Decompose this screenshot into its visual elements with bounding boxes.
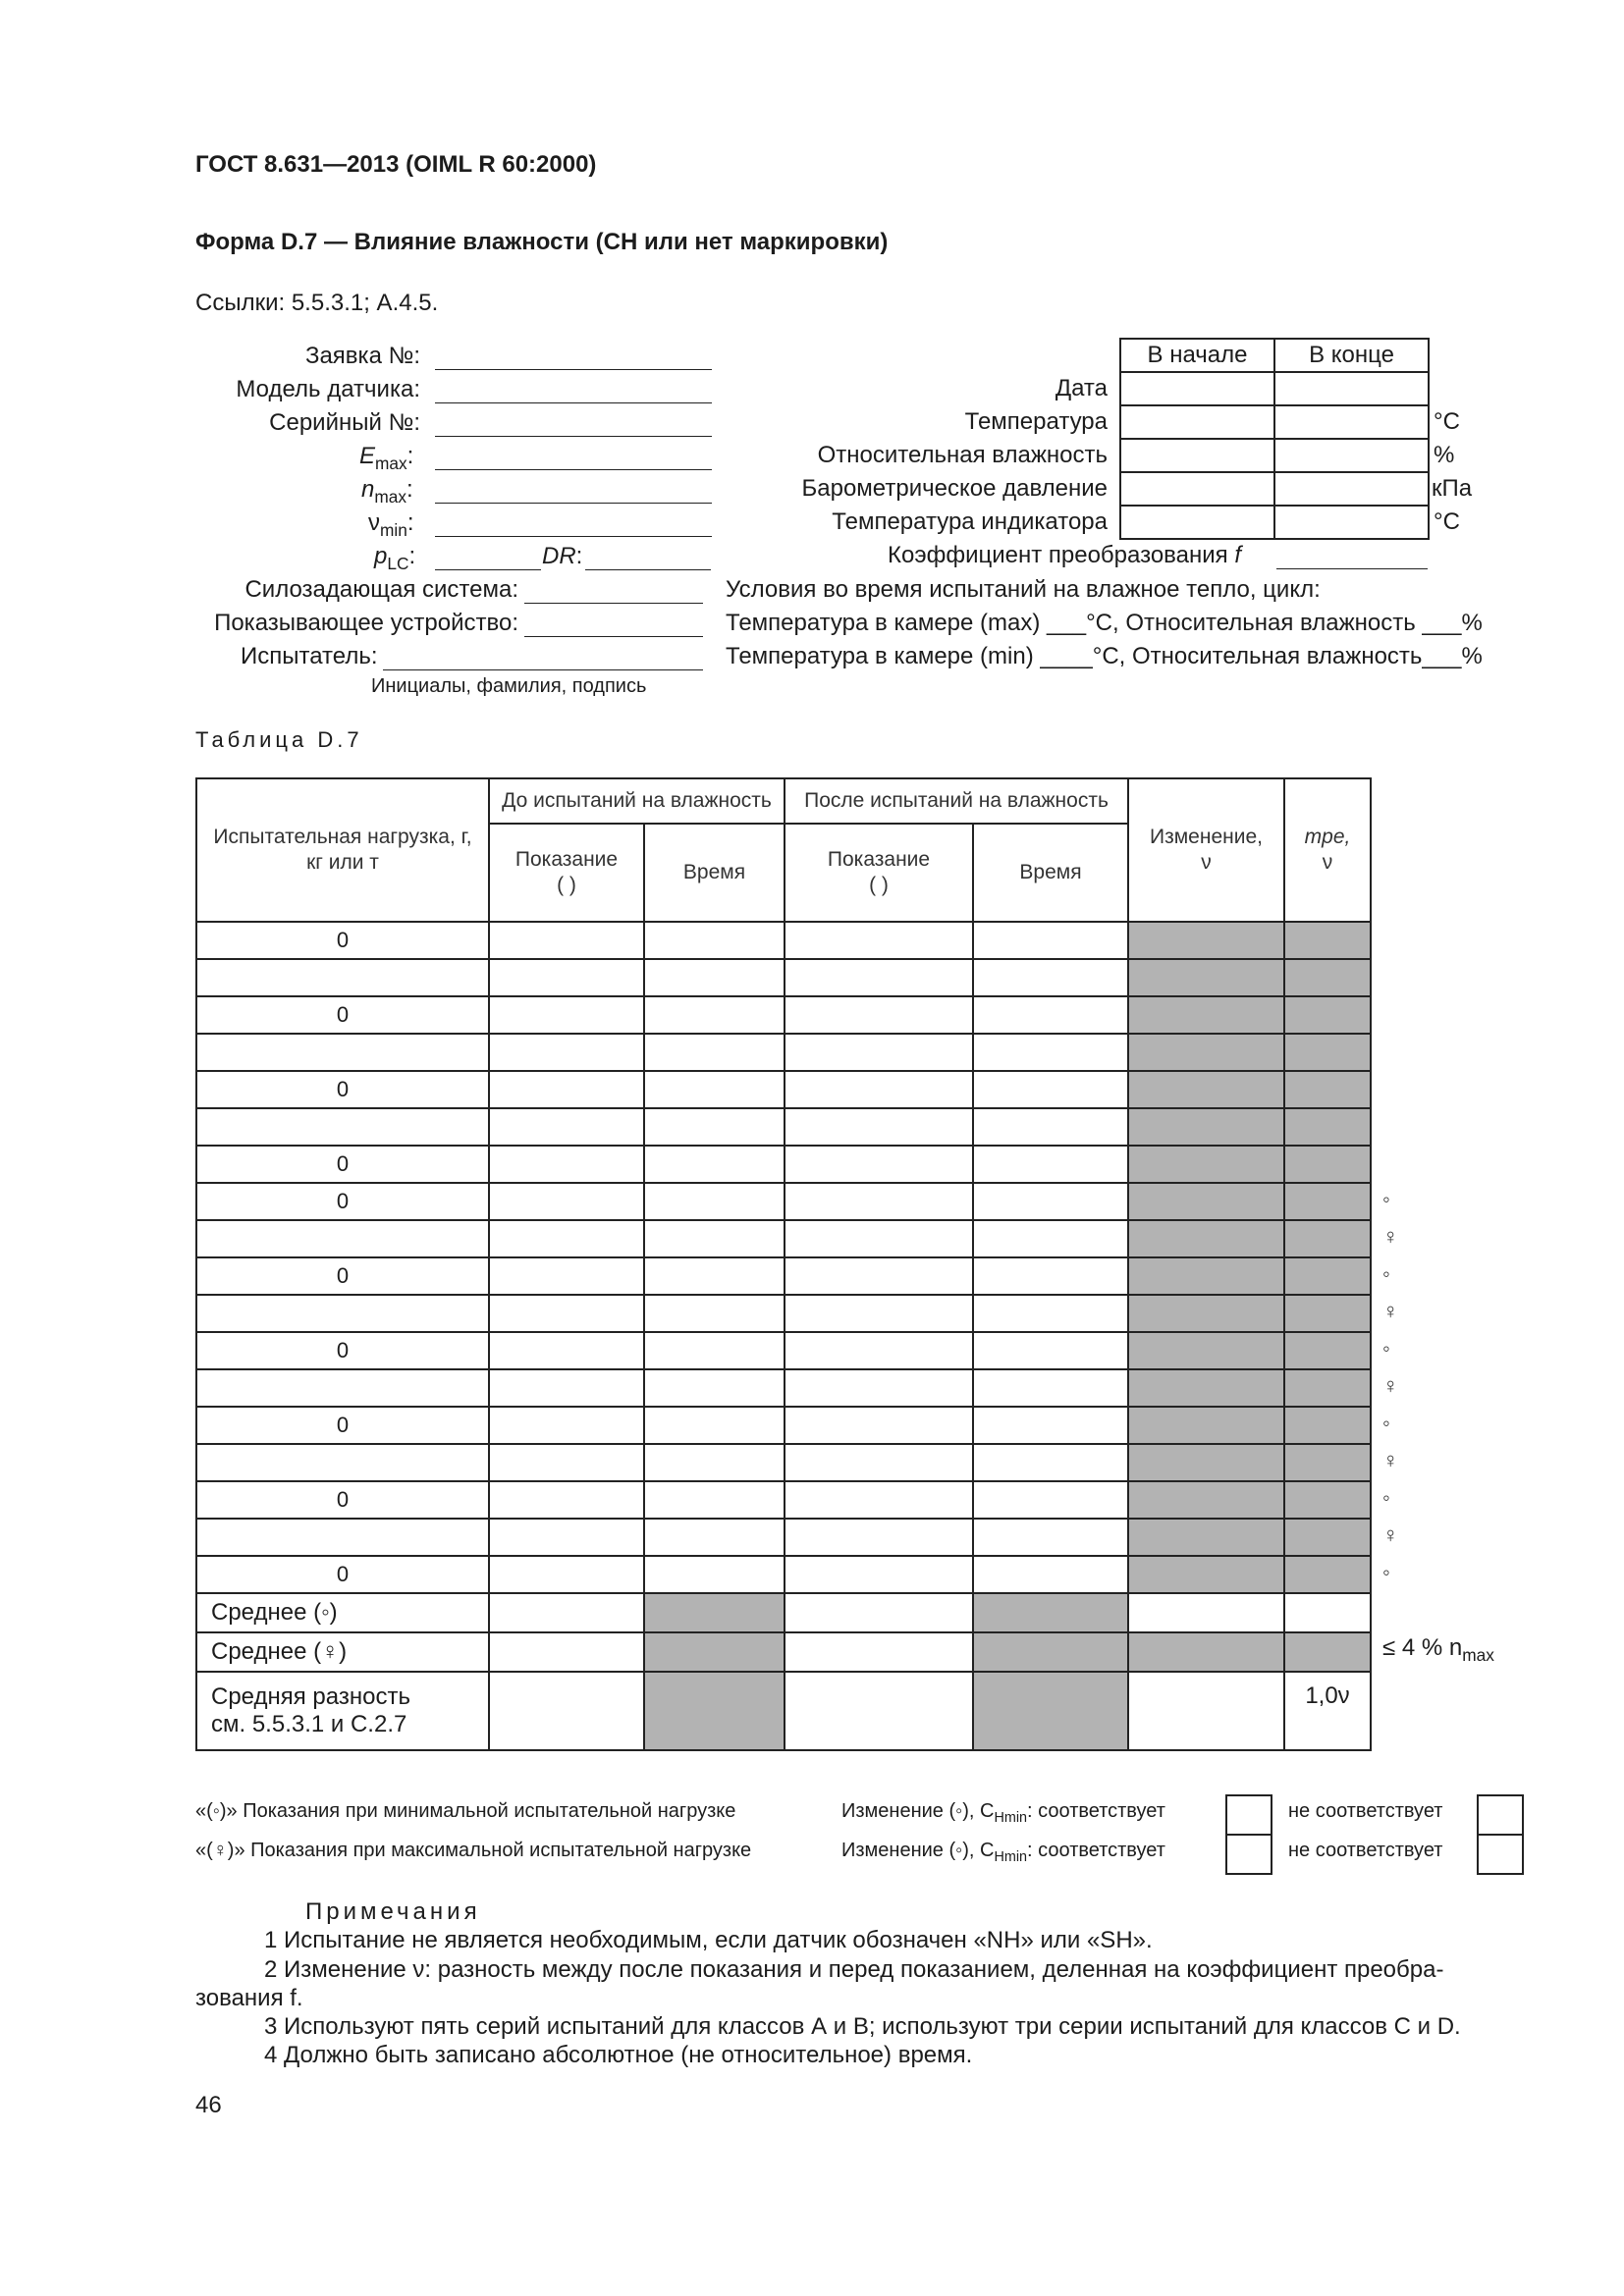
load-system-field[interactable]	[524, 603, 703, 604]
col-end-header: В конце	[1274, 339, 1429, 372]
cell[interactable]	[644, 1556, 785, 1593]
cell[interactable]	[973, 1407, 1128, 1444]
shaded-cell	[1128, 1034, 1284, 1071]
load-cell	[196, 1295, 489, 1332]
cell[interactable]	[489, 1257, 644, 1295]
table-row	[196, 959, 1371, 996]
shaded-cell	[1284, 1332, 1371, 1369]
side-mark: ♀	[1382, 1448, 1399, 1472]
load-cell	[196, 1220, 489, 1257]
avg-min-note: ≤ 4 % $n_{max}$	[1382, 1634, 1494, 1666]
table-row	[196, 1071, 1371, 1108]
side-mark: ♀	[1382, 1224, 1399, 1249]
shaded-cell	[1128, 1481, 1284, 1519]
cond-cell[interactable]	[1274, 506, 1429, 539]
shaded-cell	[1128, 1632, 1284, 1672]
load-cell: 0	[196, 996, 489, 1034]
side-mark: ◦	[1382, 1187, 1390, 1211]
cell[interactable]	[973, 1108, 1128, 1146]
shaded-cell	[1284, 1407, 1371, 1444]
cell[interactable]	[785, 1369, 973, 1407]
cell[interactable]	[489, 1407, 644, 1444]
cell[interactable]	[785, 1071, 973, 1108]
shaded-cell	[1128, 1407, 1284, 1444]
avg-diff-label: Средняя разность см. 5.5.3.1 и С.2.7	[196, 1672, 489, 1750]
shaded-cell	[1128, 1183, 1284, 1220]
unit-celsius-2: °C	[1434, 508, 1460, 535]
cell[interactable]	[644, 1183, 785, 1220]
nmax-field[interactable]	[435, 503, 712, 504]
coef-field[interactable]	[1276, 568, 1428, 569]
shaded-cell	[1128, 1295, 1284, 1332]
load-cell	[196, 1369, 489, 1407]
model-label: Модель датчика:	[236, 376, 420, 402]
serial-label: Серийный №:	[269, 409, 420, 436]
table-row	[196, 1556, 1371, 1593]
shaded-cell	[1284, 922, 1371, 959]
table-row	[196, 1257, 1371, 1295]
cell[interactable]	[489, 1519, 644, 1556]
cond-label-date: Дата	[1055, 375, 1108, 401]
shaded-cell	[1128, 1257, 1284, 1295]
nmax-label: $n_{max}$:	[361, 476, 413, 507]
application-label: Заявка №:	[304, 343, 420, 369]
cond-cell[interactable]	[1120, 506, 1274, 539]
avg-max-label: Среднее (♀)	[196, 1632, 489, 1672]
header-mpe: mpe, ν	[1284, 778, 1371, 922]
legend-change-2: Изменение (◦), $C_{Hmin}$: соответствует	[841, 1840, 1165, 1866]
cell[interactable]	[973, 1071, 1128, 1108]
cell[interactable]	[785, 1672, 973, 1750]
dr-label: DR:	[542, 543, 583, 569]
cell[interactable]	[973, 1220, 1128, 1257]
not-ok-label-2: не соответствует	[1288, 1840, 1443, 1861]
chamber-max: Температура в камере (max) ___°C, Относительная влажность ___%	[726, 610, 1483, 636]
cell[interactable]	[973, 1034, 1128, 1071]
cell[interactable]	[785, 1593, 973, 1632]
cell[interactable]	[644, 1257, 785, 1295]
shaded-cell	[1128, 959, 1284, 996]
shaded-cell	[644, 1632, 785, 1672]
serial-field[interactable]	[435, 436, 712, 437]
shaded-cell	[1284, 1183, 1371, 1220]
table-row	[196, 1183, 1371, 1220]
shaded-cell	[1128, 922, 1284, 959]
indicator-label: Показывающее устройство:	[214, 610, 518, 636]
side-mark: ♀	[1382, 1373, 1399, 1398]
load-cell: 0	[196, 1332, 489, 1369]
cell[interactable]	[973, 1444, 1128, 1481]
table-row	[196, 1481, 1371, 1519]
cell[interactable]	[489, 1071, 644, 1108]
shaded-cell	[1284, 1108, 1371, 1146]
table-row	[196, 1034, 1371, 1071]
shaded-cell	[1284, 1034, 1371, 1071]
load-system-label: Силозадающая система:	[244, 576, 518, 603]
cell[interactable]	[644, 1519, 785, 1556]
side-mark: ◦	[1382, 1261, 1390, 1286]
unit-celsius: °C	[1434, 408, 1460, 435]
cell[interactable]	[973, 1332, 1128, 1369]
cell[interactable]	[785, 1220, 973, 1257]
cell[interactable]	[489, 1034, 644, 1071]
table-row	[196, 1108, 1371, 1146]
ok-checkbox-2[interactable]	[1225, 1834, 1272, 1875]
cond-cell[interactable]	[1274, 405, 1429, 439]
shaded-cell	[1284, 1071, 1371, 1108]
standard-title: ГОСТ 8.631—2013 (OIML R 60:2000)	[195, 151, 597, 178]
cell[interactable]	[644, 1146, 785, 1183]
cell[interactable]	[489, 996, 644, 1034]
note-3: 3 Используют пять серий испытаний для классов А и В; используют три серии испытаний для классов С и D.	[264, 2013, 1461, 2040]
cond-cell[interactable]	[1274, 439, 1429, 472]
header-reading-after: Показание ( )	[785, 824, 973, 922]
cell[interactable]	[489, 1444, 644, 1481]
notes-title: Примечания	[305, 1898, 481, 1925]
load-cell	[196, 1108, 489, 1146]
table-row	[196, 1407, 1371, 1444]
cell[interactable]	[785, 1407, 973, 1444]
plc-field[interactable]	[435, 569, 541, 570]
ok-checkbox-1[interactable]	[1225, 1794, 1272, 1836]
application-field[interactable]	[435, 369, 712, 370]
shaded-cell	[1284, 1369, 1371, 1407]
load-cell: 0	[196, 1481, 489, 1519]
cell[interactable]	[489, 1632, 644, 1672]
shaded-cell	[973, 1672, 1128, 1750]
cond-label-temperature: Температура	[964, 408, 1108, 435]
cond-cell[interactable]	[1274, 372, 1429, 405]
cell[interactable]	[489, 959, 644, 996]
coef-label: Коэффициент преобразования f	[888, 542, 1242, 568]
side-mark: ◦	[1382, 1336, 1390, 1361]
conditions-table	[1119, 338, 1430, 540]
cell[interactable]	[644, 1332, 785, 1369]
humidity-table	[195, 777, 1372, 1751]
unit-kpa: кПа	[1432, 475, 1473, 502]
cell[interactable]	[973, 1295, 1128, 1332]
shaded-cell	[1284, 1257, 1371, 1295]
shaded-cell	[973, 1632, 1128, 1672]
tester-caption: Инициалы, фамилия, подпись	[371, 675, 647, 697]
cell[interactable]	[1128, 1672, 1284, 1750]
cell[interactable]	[644, 922, 785, 959]
cond-cell[interactable]	[1120, 472, 1274, 506]
not-ok-checkbox-1[interactable]	[1477, 1794, 1524, 1836]
cell[interactable]	[973, 922, 1128, 959]
header-change: Изменение, ν	[1128, 778, 1284, 922]
cell[interactable]	[973, 959, 1128, 996]
cell[interactable]	[973, 1146, 1128, 1183]
cell[interactable]	[489, 922, 644, 959]
cell[interactable]	[785, 959, 973, 996]
shaded-cell	[1128, 996, 1284, 1034]
cell[interactable]	[973, 1369, 1128, 1407]
cell[interactable]	[489, 1481, 644, 1519]
chamber-min: Температура в камере (min) ____°C, Относительная влажность___%	[726, 643, 1483, 669]
table-row	[196, 1444, 1371, 1481]
cell[interactable]	[644, 959, 785, 996]
cond-label-indicator-temp: Температура индикатора	[832, 508, 1108, 535]
cell[interactable]	[785, 1556, 973, 1593]
cond-cell[interactable]	[1120, 372, 1274, 405]
side-mark: ♀	[1382, 1522, 1399, 1547]
not-ok-label-1: не соответствует	[1288, 1800, 1443, 1822]
col-start-header: В начале	[1120, 339, 1274, 372]
shaded-cell	[1284, 1220, 1371, 1257]
cell[interactable]	[489, 1369, 644, 1407]
header-time-before: Время	[644, 824, 785, 922]
load-cell: 0	[196, 1407, 489, 1444]
shaded-cell	[1284, 996, 1371, 1034]
legend-min-load: «(◦)» Показания при минимальной испытательной нагрузке	[195, 1800, 736, 1822]
table-row	[196, 1220, 1371, 1257]
cell[interactable]	[785, 922, 973, 959]
table-row	[196, 1369, 1371, 1407]
shaded-cell	[1284, 1295, 1371, 1332]
shaded-cell	[1128, 1332, 1284, 1369]
side-mark: ♀	[1382, 1299, 1399, 1323]
cell[interactable]	[644, 1407, 785, 1444]
cell[interactable]	[785, 1519, 973, 1556]
cell[interactable]	[489, 1220, 644, 1257]
cell[interactable]	[973, 1257, 1128, 1295]
model-field[interactable]	[435, 402, 712, 403]
legend-max-load: «(♀)» Показания при максимальной испытательной нагрузке	[195, 1840, 752, 1861]
shaded-cell	[1128, 1444, 1284, 1481]
shaded-cell	[973, 1593, 1128, 1632]
load-cell	[196, 1519, 489, 1556]
cond-cell[interactable]	[1120, 439, 1274, 472]
cell[interactable]	[644, 1481, 785, 1519]
cell[interactable]	[644, 1071, 785, 1108]
cell[interactable]	[489, 1183, 644, 1220]
table-caption: Таблица D.7	[195, 727, 363, 752]
shaded-cell	[1128, 1071, 1284, 1108]
side-mark: ◦	[1382, 1560, 1390, 1584]
cond-label-humidity: Относительная влажность	[817, 442, 1108, 468]
cell[interactable]	[785, 1108, 973, 1146]
cell[interactable]	[489, 1593, 644, 1632]
note-1: 1 Испытание не является необходимым, если датчик обозначен «NH» или «SH».	[264, 1927, 1153, 1953]
cell[interactable]	[644, 1444, 785, 1481]
load-cell: 0	[196, 922, 489, 959]
cell[interactable]	[785, 1295, 973, 1332]
plc-label: $p_{LC}$:	[374, 543, 416, 574]
cell[interactable]	[1284, 1593, 1371, 1632]
shaded-cell	[1284, 1632, 1371, 1672]
not-ok-checkbox-2[interactable]	[1477, 1834, 1524, 1875]
note-4: 4 Должно быть записано абсолютное (не относительное) время.	[264, 2042, 973, 2068]
cell[interactable]	[973, 1556, 1128, 1593]
page-number: 46	[195, 2092, 222, 2118]
load-cell	[196, 1444, 489, 1481]
cell[interactable]	[785, 1183, 973, 1220]
header-before: До испытаний на влажность	[489, 778, 785, 824]
shaded-cell	[1284, 1146, 1371, 1183]
shaded-cell	[1284, 959, 1371, 996]
shaded-cell	[1128, 1556, 1284, 1593]
cell[interactable]	[785, 1632, 973, 1672]
cell[interactable]	[489, 1332, 644, 1369]
cycle-title: Условия во время испытаний на влажное тепло, цикл:	[726, 576, 1321, 603]
references: Ссылки: 5.5.3.1; А.4.5.	[195, 290, 439, 316]
shaded-cell	[1284, 1556, 1371, 1593]
header-load: Испытательная нагрузка, г, кг или т	[196, 778, 489, 922]
table-row	[196, 1332, 1371, 1369]
indicator-field[interactable]	[524, 636, 703, 637]
cell[interactable]	[489, 1108, 644, 1146]
shaded-cell	[644, 1593, 785, 1632]
header-time-after: Время	[973, 824, 1128, 922]
note-2-cont: зования f.	[195, 1985, 303, 2011]
cell[interactable]	[489, 1672, 644, 1750]
cell[interactable]	[973, 1519, 1128, 1556]
cell[interactable]	[644, 996, 785, 1034]
table-row	[196, 996, 1371, 1034]
dr-field[interactable]	[585, 569, 711, 570]
load-cell: 0	[196, 1071, 489, 1108]
legend-change-1: Изменение (◦), $C_{Hmin}$: соответствует	[841, 1800, 1165, 1827]
side-mark: ◦	[1382, 1411, 1390, 1435]
vmin-label: $\nu_{min}$:	[368, 509, 414, 541]
shaded-cell	[1128, 1369, 1284, 1407]
table-row	[196, 1295, 1371, 1332]
cell[interactable]	[785, 1481, 973, 1519]
cell[interactable]	[785, 1034, 973, 1071]
cell[interactable]	[973, 996, 1128, 1034]
cond-cell[interactable]	[1274, 472, 1429, 506]
avg-min-label: Среднее (◦)	[196, 1593, 489, 1632]
shaded-cell	[1128, 1108, 1284, 1146]
shaded-cell	[1128, 1519, 1284, 1556]
shaded-cell	[1284, 1444, 1371, 1481]
cell[interactable]	[785, 1257, 973, 1295]
shaded-cell	[1128, 1220, 1284, 1257]
cell[interactable]	[785, 1444, 973, 1481]
cond-label-pressure: Барометрическое давление	[801, 475, 1108, 502]
unit-percent: %	[1434, 442, 1455, 468]
form-title: Форма D.7 — Влияние влажности (CH или нет маркировки)	[195, 229, 889, 255]
avg-diff-mpe: 1,0ν	[1284, 1672, 1371, 1750]
cell[interactable]	[644, 1034, 785, 1071]
shaded-cell	[644, 1672, 785, 1750]
header-reading-before: Показание ( )	[489, 824, 644, 922]
vmin-field[interactable]	[435, 536, 712, 537]
emax-label: $E_{max}$:	[359, 443, 414, 474]
shaded-cell	[1284, 1481, 1371, 1519]
cell[interactable]	[489, 1146, 644, 1183]
cell[interactable]	[785, 1332, 973, 1369]
shaded-cell	[1284, 1519, 1371, 1556]
header-after: После испытаний на влажность	[785, 778, 1128, 824]
load-cell: 0	[196, 1183, 489, 1220]
side-mark: ◦	[1382, 1485, 1390, 1510]
cell[interactable]	[489, 1556, 644, 1593]
table-row	[196, 1519, 1371, 1556]
tester-label: Испытатель:	[241, 643, 378, 669]
load-cell	[196, 1034, 489, 1071]
cond-cell[interactable]	[1120, 405, 1274, 439]
cell[interactable]	[644, 1295, 785, 1332]
load-cell: 0	[196, 1146, 489, 1183]
cell[interactable]	[973, 1481, 1128, 1519]
cell[interactable]	[644, 1369, 785, 1407]
emax-field[interactable]	[435, 469, 712, 470]
table-row	[196, 922, 1371, 959]
table-row	[196, 1146, 1371, 1183]
cell[interactable]	[973, 1183, 1128, 1220]
cell[interactable]	[644, 1108, 785, 1146]
note-2: 2 Изменение ν: разность между после показания и перед показанием, деленная на коэффициент преобра-	[264, 1956, 1444, 1983]
cell[interactable]	[785, 1146, 973, 1183]
cell[interactable]	[644, 1220, 785, 1257]
cell[interactable]	[1128, 1593, 1284, 1632]
shaded-cell	[1128, 1146, 1284, 1183]
load-cell	[196, 959, 489, 996]
tester-field[interactable]	[383, 669, 703, 670]
load-cell: 0	[196, 1257, 489, 1295]
cell[interactable]	[489, 1295, 644, 1332]
cell[interactable]	[785, 996, 973, 1034]
load-cell: 0	[196, 1556, 489, 1593]
